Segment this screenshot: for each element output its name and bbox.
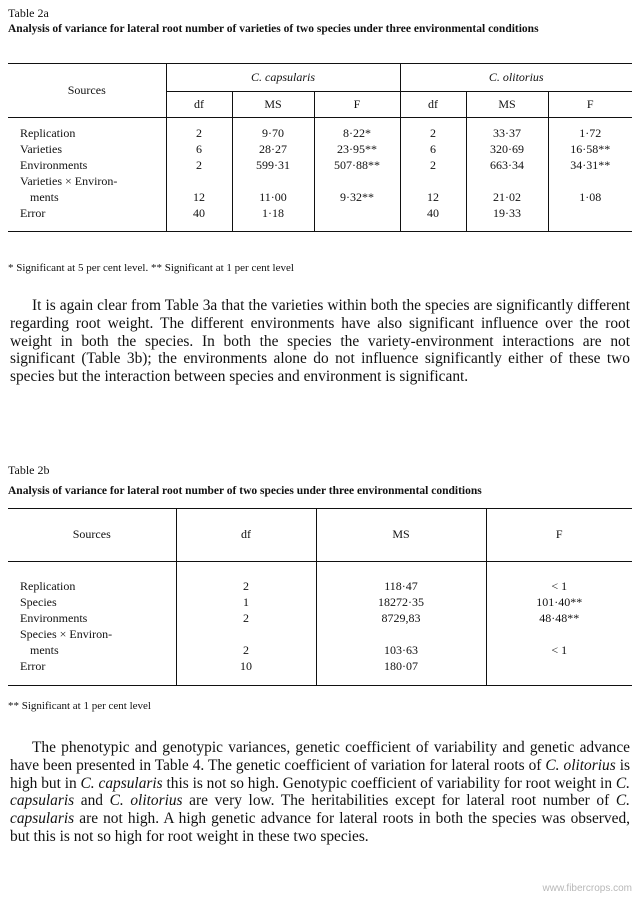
table-row [8, 578, 632, 594]
table-row [8, 141, 632, 157]
table-cell [400, 173, 466, 189]
table-cell: 40 [400, 205, 466, 221]
table-cell: 599·31 [232, 157, 314, 173]
table-cell-source: Error [20, 658, 46, 673]
table-row [8, 189, 632, 205]
table-cell: 1·72 [548, 125, 632, 141]
table-2a-subheader: F [314, 91, 400, 117]
table-2a-subheader: df [166, 91, 232, 117]
species-name: C. capsularis [10, 792, 631, 828]
table-row [8, 125, 632, 141]
table-cell [486, 658, 632, 674]
table-cell: 6 [400, 141, 466, 157]
table-cell: 2 [166, 125, 232, 141]
table-cell-source: Environments [20, 157, 88, 172]
table-row [8, 658, 632, 674]
table-cell-source: Varieties [20, 141, 62, 156]
table-cell [232, 173, 314, 189]
table-row [8, 610, 632, 626]
table-2a-caption: Analysis of variance for lateral root number of varieties of two species under three environmental conditions [8, 23, 539, 35]
table-cell [548, 173, 632, 189]
table-cell: 2 [176, 642, 316, 658]
table-cell: 34·31** [548, 157, 632, 173]
table-cell [314, 173, 400, 189]
table-row [8, 173, 632, 189]
table-cell: 2 [400, 157, 466, 173]
table-cell: 23·95** [314, 141, 400, 157]
table-cell: 180·07 [316, 658, 486, 674]
table-2a-header-species-1: C. capsularis [166, 64, 400, 91]
table-row [8, 205, 632, 221]
table-cell-source: ments [30, 189, 59, 204]
species-name: C. olitorius [109, 792, 183, 810]
table-2b-caption: Analysis of variance for lateral root number of two species under three environmental conditions [8, 485, 482, 497]
table-2a-label: Table 2a [8, 6, 49, 20]
table-cell [166, 173, 232, 189]
table-2b-label: Table 2b [8, 463, 50, 477]
table-cell: 10 [176, 658, 316, 674]
table-cell: 19·33 [466, 205, 548, 221]
table-cell: < 1 [486, 642, 632, 658]
table-2b-header-sources: Sources [8, 509, 176, 561]
table-2b-footnote: ** Significant at 1 per cent level [8, 700, 151, 712]
table-cell: 21·02 [466, 189, 548, 205]
table-cell: 2 [400, 125, 466, 141]
species-name: C. capsularis [80, 774, 163, 792]
table-cell [316, 626, 486, 642]
table-cell: 48·48** [486, 610, 632, 626]
table-cell-source: Error [20, 205, 46, 220]
table-cell: 12 [400, 189, 466, 205]
table-cell: 2 [166, 157, 232, 173]
table-row [8, 157, 632, 173]
body-paragraph-1: It is again clear from Table 3a that the varieties within both the species are significantly different regarding root weight. The different environments have also significant influence over the root weight in both the species. In both the species the variety-environment interactions are not significant (Table 3b); the environments alone do not influence significantly either of these two species but the interaction between species and environment is significant. [10, 297, 630, 386]
table-2a-subheader: MS [466, 91, 548, 117]
table-cell: 2 [176, 578, 316, 594]
table-cell: 101·40** [486, 594, 632, 610]
table-cell: 103·63 [316, 642, 486, 658]
table-2a [8, 63, 632, 232]
table-2a-subheader: F [548, 91, 632, 117]
table-2b-header-f: F [486, 509, 632, 561]
table-cell [314, 205, 400, 221]
paragraph-text: The phenotypic and genotypic variances, genetic coefficient of variability and genetic advance have been presented in Table 4. The genetic coefficient of variation for lateral roots of [10, 739, 630, 774]
species-name: C. capsularis [10, 774, 630, 810]
table-2a-header-sources: Sources [67, 82, 106, 97]
table-2b-header-ms: MS [316, 509, 486, 561]
table-cell-source: Replication [20, 125, 76, 140]
table-cell-source: Species [20, 594, 57, 609]
table-2a-footnote: * Significant at 5 per cent level. ** Significant at 1 per cent level [8, 262, 294, 274]
watermark: www.fibercrops.com [542, 883, 632, 894]
paragraph-text: are very low. The heritabilities except for lateral root number of [182, 792, 616, 810]
table-cell-source: Environments [20, 610, 88, 625]
table-cell: 1·18 [232, 205, 314, 221]
table-cell-source: ments [30, 642, 59, 657]
table-cell: < 1 [486, 578, 632, 594]
table-cell: 8·22* [314, 125, 400, 141]
table-cell: 33·37 [466, 125, 548, 141]
species-name: C. olitorius [545, 756, 616, 774]
table-2b [8, 508, 632, 686]
paragraph-text: this is not so high. Genotypic coefficient of variability for root weight in [162, 774, 616, 792]
table-2a-subheader: MS [232, 91, 314, 117]
table-cell: 40 [166, 205, 232, 221]
table-cell: 1·08 [548, 189, 632, 205]
table-2a-header-species-2: C. olitorius [400, 64, 632, 91]
table-cell: 118·47 [316, 578, 486, 594]
table-cell-source: Varieties × Environ- [20, 173, 118, 188]
table-cell: 507·88** [314, 157, 400, 173]
table-cell: 663·34 [466, 157, 548, 173]
table-cell: 16·58** [548, 141, 632, 157]
table-cell-source: Species × Environ- [20, 626, 113, 641]
paragraph-text: is high but in [10, 756, 630, 792]
table-cell [466, 173, 548, 189]
table-cell: 2 [176, 610, 316, 626]
table-2b-header-df: df [176, 509, 316, 561]
table-cell [548, 205, 632, 221]
table-cell: 320·69 [466, 141, 548, 157]
table-cell-source: Replication [20, 578, 76, 593]
table-row [8, 626, 632, 642]
table-cell [486, 626, 632, 642]
table-cell: 6 [166, 141, 232, 157]
table-cell: 28·27 [232, 141, 314, 157]
table-row [8, 642, 632, 658]
table-2a-subheader: df [400, 91, 466, 117]
table-cell: 11·00 [232, 189, 314, 205]
table-cell: 9·70 [232, 125, 314, 141]
table-cell: 8729,83 [316, 610, 486, 626]
paragraph-text: and [74, 792, 110, 810]
table-cell: 1 [176, 594, 316, 610]
table-cell: 18272·35 [316, 594, 486, 610]
table-row [8, 594, 632, 610]
table-cell [176, 626, 316, 642]
body-paragraph-2 [10, 739, 630, 846]
table-cell: 12 [166, 189, 232, 205]
table-cell: 9·32** [314, 189, 400, 205]
paragraph-text: are not high. A high genetic advance for lateral roots in both the species was observed, but this is not so high for root weight in these two species. [10, 810, 630, 845]
